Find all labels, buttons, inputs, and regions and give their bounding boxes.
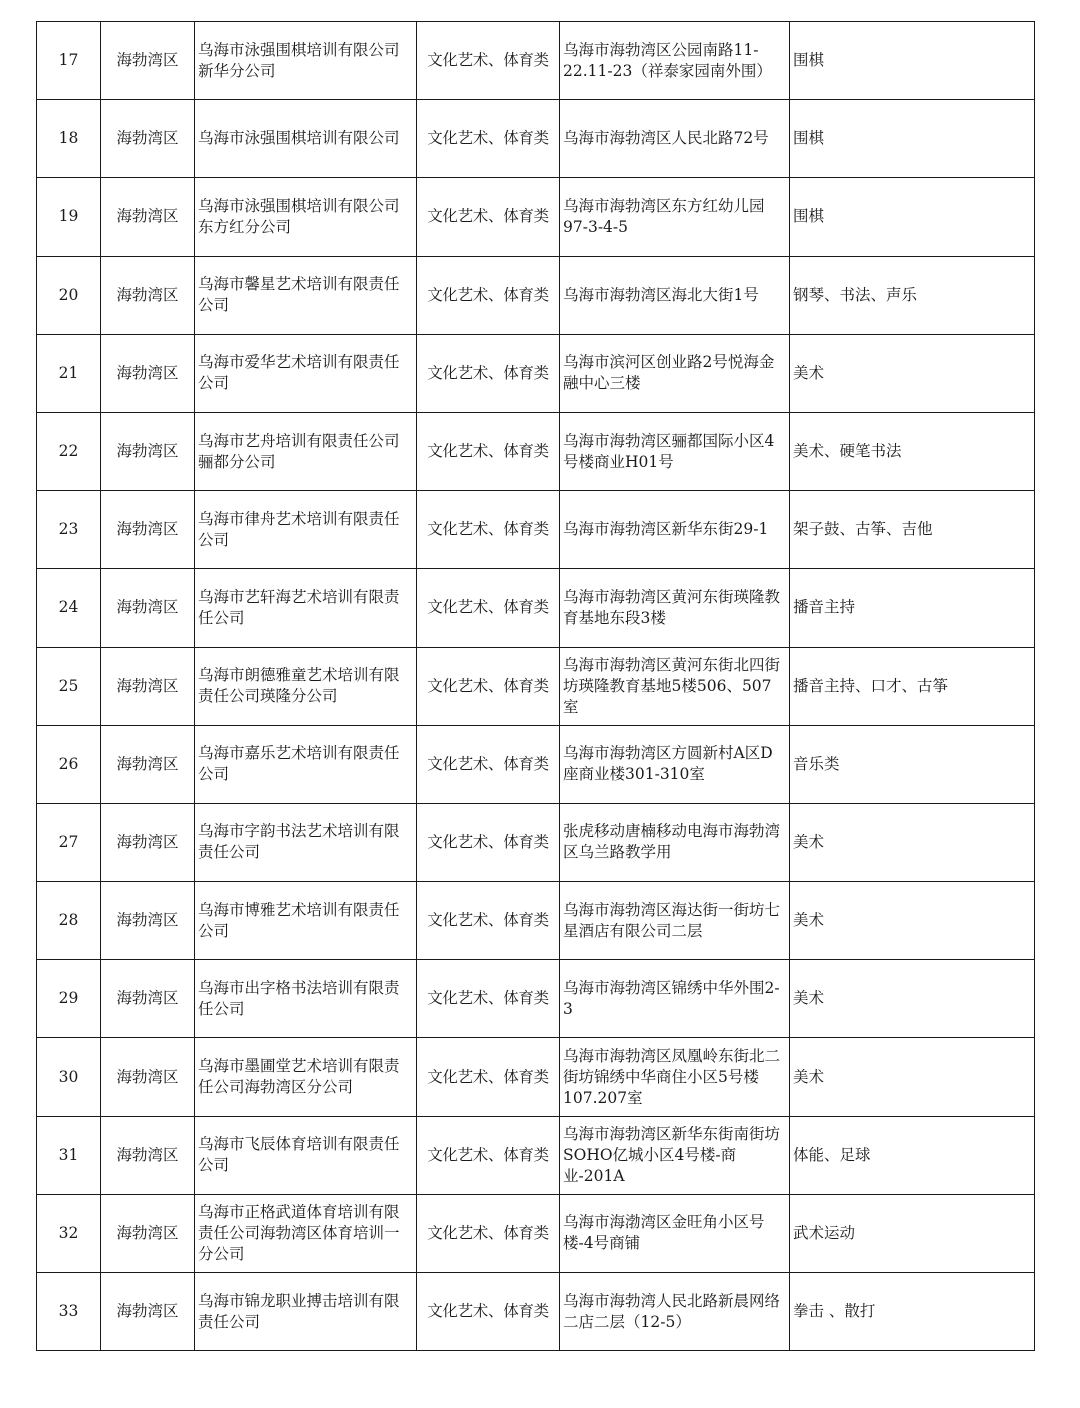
address-cell: 乌海市海勃湾区方圆新村A区D座商业楼301-310室 xyxy=(560,725,790,803)
table-row xyxy=(37,960,1035,1038)
institution-name-cell: 乌海市墨圃堂艺术培训有限责任公司海勃湾区分公司 xyxy=(195,1038,417,1116)
institution-name-cell: 乌海市出字格书法培训有限责任公司 xyxy=(195,960,417,1038)
district-cell: 海勃湾区 xyxy=(101,960,195,1038)
courses-cell: 美术 xyxy=(790,334,1035,412)
table-row xyxy=(37,647,1035,725)
institution-name-cell: 乌海市艺舟培训有限责任公司骊都分公司 xyxy=(195,412,417,490)
row-number-cell: 21 xyxy=(37,334,101,412)
district-cell: 海勃湾区 xyxy=(101,178,195,256)
courses-cell: 体能、足球 xyxy=(790,1116,1035,1194)
courses-cell: 美术 xyxy=(790,1038,1035,1116)
row-number-cell: 31 xyxy=(37,1116,101,1194)
institution-name-cell: 乌海市泳强围棋培训有限公司 xyxy=(195,100,417,178)
category-cell: 文化艺术、体育类 xyxy=(417,256,560,334)
courses-cell: 拳击 、散打 xyxy=(790,1273,1035,1351)
row-number-cell: 26 xyxy=(37,725,101,803)
courses-cell: 播音主持、口才、古筝 xyxy=(790,647,1035,725)
courses-cell: 钢琴、书法、声乐 xyxy=(790,256,1035,334)
institution-name-cell: 乌海市律舟艺术培训有限责任公司 xyxy=(195,491,417,569)
row-number-cell: 30 xyxy=(37,1038,101,1116)
address-cell: 乌海市海勃湾区骊都国际小区4号楼商业H01号 xyxy=(560,412,790,490)
courses-cell: 围棋 xyxy=(790,22,1035,100)
category-cell: 文化艺术、体育类 xyxy=(417,725,560,803)
address-cell: 乌海市海勃湾区人民北路72号 xyxy=(560,100,790,178)
category-cell: 文化艺术、体育类 xyxy=(417,100,560,178)
courses-cell: 音乐类 xyxy=(790,725,1035,803)
table-row xyxy=(37,1038,1035,1116)
address-cell: 乌海市滨河区创业路2号悦海金融中心三楼 xyxy=(560,334,790,412)
table-row xyxy=(37,256,1035,334)
table-row xyxy=(37,491,1035,569)
district-cell: 海勃湾区 xyxy=(101,1038,195,1116)
institution-name-cell: 乌海市字韵书法艺术培训有限责任公司 xyxy=(195,803,417,881)
table-row xyxy=(37,178,1035,256)
category-cell: 文化艺术、体育类 xyxy=(417,178,560,256)
category-cell: 文化艺术、体育类 xyxy=(417,22,560,100)
table-row xyxy=(37,1273,1035,1351)
row-number-cell: 33 xyxy=(37,1273,101,1351)
category-cell: 文化艺术、体育类 xyxy=(417,647,560,725)
institution-name-cell: 乌海市爱华艺术培训有限责任公司 xyxy=(195,334,417,412)
table-row xyxy=(37,1194,1035,1272)
courses-cell: 美术、硬笔书法 xyxy=(790,412,1035,490)
district-cell: 海勃湾区 xyxy=(101,412,195,490)
district-cell: 海勃湾区 xyxy=(101,725,195,803)
table-row xyxy=(37,725,1035,803)
table-row xyxy=(37,1116,1035,1194)
courses-cell: 架子鼓、古筝、吉他 xyxy=(790,491,1035,569)
address-cell: 乌海市海勃湾区海北大街1号 xyxy=(560,256,790,334)
row-number-cell: 20 xyxy=(37,256,101,334)
row-number-cell: 27 xyxy=(37,803,101,881)
row-number-cell: 19 xyxy=(37,178,101,256)
row-number-cell: 17 xyxy=(37,22,101,100)
row-number-cell: 25 xyxy=(37,647,101,725)
institution-name-cell: 乌海市艺轩海艺术培训有限责任公司 xyxy=(195,569,417,647)
district-cell: 海勃湾区 xyxy=(101,334,195,412)
table-row xyxy=(37,882,1035,960)
address-cell: 乌海市海勃湾区锦绣中华外围2-3 xyxy=(560,960,790,1038)
institution-name-cell: 乌海市馨星艺术培训有限责任公司 xyxy=(195,256,417,334)
row-number-cell: 28 xyxy=(37,882,101,960)
address-cell: 乌海市海勃湾区海达街一街坊七星酒店有限公司二层 xyxy=(560,882,790,960)
category-cell: 文化艺术、体育类 xyxy=(417,334,560,412)
district-cell: 海勃湾区 xyxy=(101,491,195,569)
category-cell: 文化艺术、体育类 xyxy=(417,569,560,647)
courses-cell: 美术 xyxy=(790,882,1035,960)
district-cell: 海勃湾区 xyxy=(101,1194,195,1272)
address-cell: 张虎移动唐楠移动电海市海勃湾区乌兰路教学用 xyxy=(560,803,790,881)
institution-name-cell: 乌海市锦龙职业搏击培训有限责任公司 xyxy=(195,1273,417,1351)
address-cell: 乌海市海勃湾区东方红幼儿园97-3-4-5 xyxy=(560,178,790,256)
address-cell: 乌海市海勃湾人民北路新晨网络二店二层（12-5） xyxy=(560,1273,790,1351)
courses-cell: 播音主持 xyxy=(790,569,1035,647)
table-row xyxy=(37,569,1035,647)
institution-name-cell: 乌海市博雅艺术培训有限责任公司 xyxy=(195,882,417,960)
district-cell: 海勃湾区 xyxy=(101,803,195,881)
address-cell: 乌海市海勃湾区凤凰岭东街北二街坊锦绣中华商住小区5号楼107.207室 xyxy=(560,1038,790,1116)
district-cell: 海勃湾区 xyxy=(101,1116,195,1194)
institution-table xyxy=(36,21,1035,1351)
category-cell: 文化艺术、体育类 xyxy=(417,412,560,490)
table-body xyxy=(37,22,1035,1351)
district-cell: 海勃湾区 xyxy=(101,100,195,178)
courses-cell: 围棋 xyxy=(790,178,1035,256)
district-cell: 海勃湾区 xyxy=(101,569,195,647)
row-number-cell: 23 xyxy=(37,491,101,569)
institution-name-cell: 乌海市飞辰体育培训有限责任公司 xyxy=(195,1116,417,1194)
address-cell: 乌海市海勃湾区黄河东街北四街坊瑛隆教育基地5楼506、507室 xyxy=(560,647,790,725)
table-row xyxy=(37,412,1035,490)
address-cell: 乌海市海渤湾区金旺角小区号楼-4号商铺 xyxy=(560,1194,790,1272)
table-row xyxy=(37,100,1035,178)
row-number-cell: 32 xyxy=(37,1194,101,1272)
row-number-cell: 24 xyxy=(37,569,101,647)
courses-cell: 美术 xyxy=(790,803,1035,881)
district-cell: 海勃湾区 xyxy=(101,1273,195,1351)
courses-cell: 美术 xyxy=(790,960,1035,1038)
institution-name-cell: 乌海市朗德雅童艺术培训有限责任公司瑛隆分公司 xyxy=(195,647,417,725)
row-number-cell: 22 xyxy=(37,412,101,490)
courses-cell: 武术运动 xyxy=(790,1194,1035,1272)
category-cell: 文化艺术、体育类 xyxy=(417,960,560,1038)
institution-name-cell: 乌海市正格武道体育培训有限责任公司海勃湾区体育培训一分公司 xyxy=(195,1194,417,1272)
address-cell: 乌海市海勃湾区黄河东街瑛隆教育基地东段3楼 xyxy=(560,569,790,647)
courses-cell: 围棋 xyxy=(790,100,1035,178)
institution-name-cell: 乌海市嘉乐艺术培训有限责任公司 xyxy=(195,725,417,803)
row-number-cell: 29 xyxy=(37,960,101,1038)
row-number-cell: 18 xyxy=(37,100,101,178)
table-row xyxy=(37,803,1035,881)
institution-name-cell: 乌海市泳强围棋培训有限公司东方红分公司 xyxy=(195,178,417,256)
institution-name-cell: 乌海市泳强围棋培训有限公司新华分公司 xyxy=(195,22,417,100)
category-cell: 文化艺术、体育类 xyxy=(417,1273,560,1351)
address-cell: 乌海市海勃湾区新华东街南街坊SOHO亿城小区4号楼-商业-201A xyxy=(560,1116,790,1194)
category-cell: 文化艺术、体育类 xyxy=(417,1116,560,1194)
table-row xyxy=(37,22,1035,100)
district-cell: 海勃湾区 xyxy=(101,882,195,960)
category-cell: 文化艺术、体育类 xyxy=(417,1194,560,1272)
category-cell: 文化艺术、体育类 xyxy=(417,1038,560,1116)
address-cell: 乌海市海勃湾区公园南路11-22.11-23（祥泰家园南外围） xyxy=(560,22,790,100)
category-cell: 文化艺术、体育类 xyxy=(417,882,560,960)
category-cell: 文化艺术、体育类 xyxy=(417,491,560,569)
address-cell: 乌海市海勃湾区新华东街29-1 xyxy=(560,491,790,569)
district-cell: 海勃湾区 xyxy=(101,647,195,725)
table-row xyxy=(37,334,1035,412)
category-cell: 文化艺术、体育类 xyxy=(417,803,560,881)
district-cell: 海勃湾区 xyxy=(101,256,195,334)
district-cell: 海勃湾区 xyxy=(101,22,195,100)
